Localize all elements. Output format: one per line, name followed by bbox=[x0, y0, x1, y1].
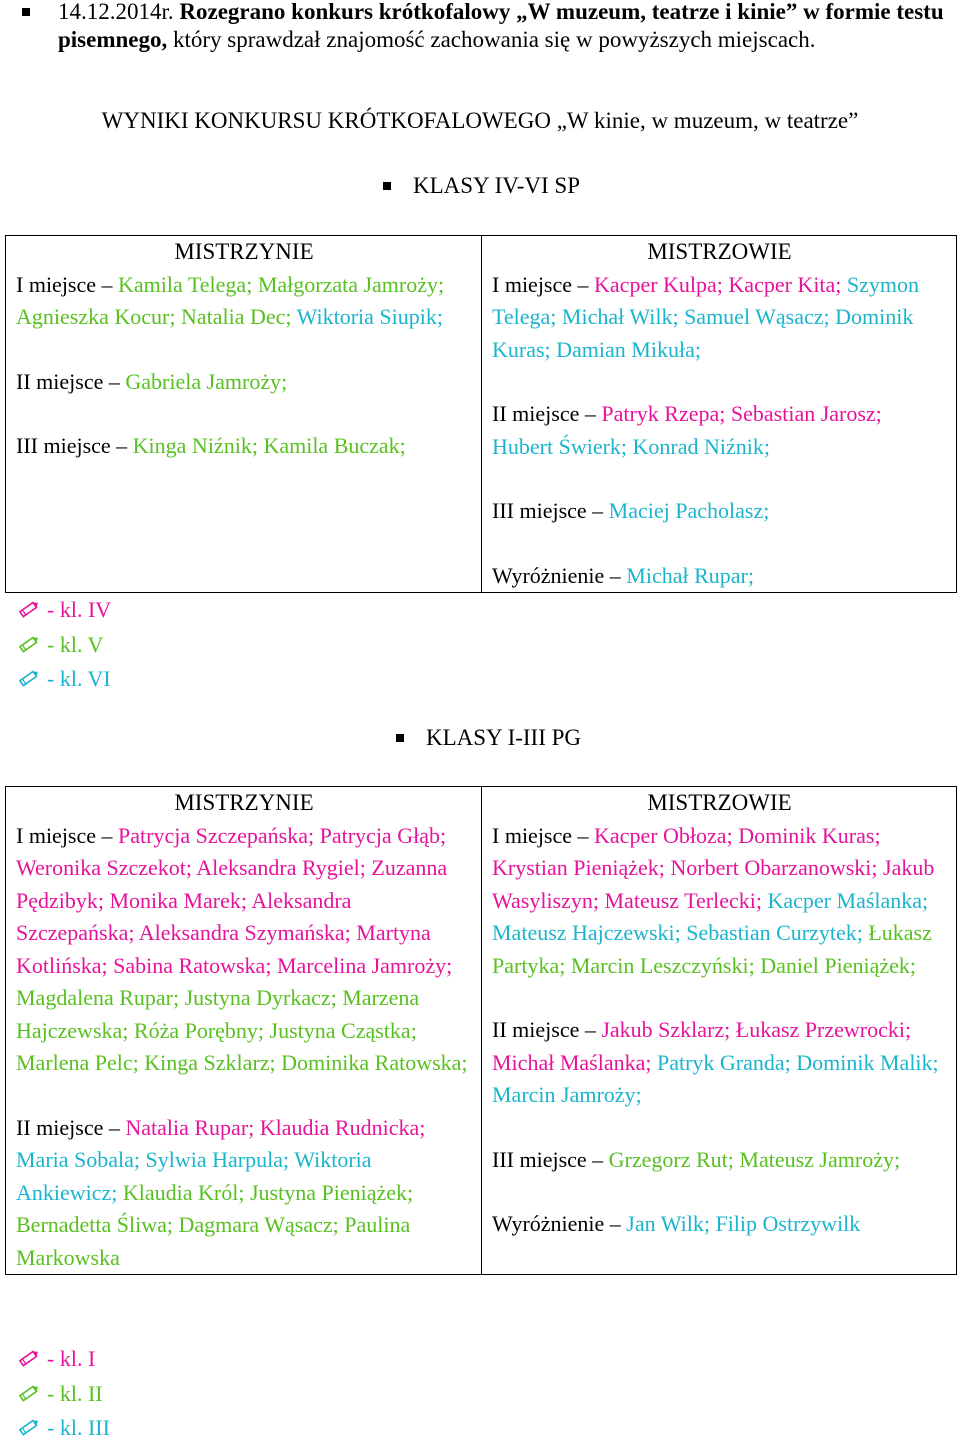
winner-name: Mateusz Hajczewski; bbox=[492, 920, 681, 945]
winner-name: Kamila Telega; bbox=[118, 271, 253, 297]
legend-label: - kl. III bbox=[47, 1415, 110, 1440]
winner-name: Marcin Jamroży; bbox=[492, 1082, 642, 1107]
intro-date: 14.12.2014r. bbox=[58, 0, 174, 24]
winner-name: Aleksandra Rygiel; bbox=[196, 855, 366, 880]
winner-name: Damian Mikuła; bbox=[556, 336, 701, 362]
legend-item bbox=[17, 1378, 110, 1413]
place-label: III miejsce – bbox=[16, 433, 133, 458]
place-label: Wyróżnienie – bbox=[492, 562, 627, 588]
place-label: I miejsce – bbox=[16, 271, 119, 297]
place-gap bbox=[492, 366, 947, 398]
winner-name: Patrycja Szczepańska; bbox=[118, 822, 315, 848]
place-entry bbox=[492, 1208, 947, 1241]
place-entry bbox=[16, 269, 472, 334]
place-entry bbox=[492, 398, 947, 463]
legend-item bbox=[17, 1343, 110, 1378]
legend-label: - kl. I bbox=[47, 1346, 96, 1371]
place-label: III miejsce – bbox=[492, 1146, 609, 1172]
place-entry bbox=[492, 495, 947, 528]
winner-name: Wiktoria Siupik; bbox=[296, 304, 444, 329]
winner-name: Bernadetta Śliwa; bbox=[16, 1212, 174, 1237]
winner-name: Dominik Kuras; bbox=[492, 304, 914, 362]
winner-name: Grzegorz Rut; bbox=[608, 1146, 734, 1172]
place-label: II miejsce – bbox=[492, 1017, 602, 1042]
column-header-girls: MISTRZYNIE bbox=[174, 239, 314, 264]
place-entry bbox=[16, 366, 472, 399]
winner-name: Sebastian Jarosz; bbox=[730, 401, 882, 426]
place-label: II miejsce – bbox=[16, 1114, 126, 1140]
winner-name: Marlena Pelc; bbox=[16, 1050, 139, 1075]
winner-name: Sebastian Curzytek; bbox=[686, 920, 863, 945]
cell-boys bbox=[482, 787, 957, 1275]
place-gap bbox=[492, 528, 947, 560]
winner-name: Kinga Niźnik; bbox=[132, 433, 258, 458]
intro-text-bold: Rozegrano konkurs krótkofalowy „W muzeum, teatrze i kinie” w formie testu pisemnego, bbox=[58, 0, 944, 52]
winner-name: Gabriela Jamroży; bbox=[125, 368, 288, 394]
winner-name: Marzena Hajczewska; bbox=[16, 985, 420, 1043]
pencil-icon bbox=[17, 596, 41, 629]
section-heading-sp bbox=[383, 173, 580, 199]
winner-name: Szymon Telega; bbox=[492, 271, 920, 329]
winner-name: Kacper Kita; bbox=[728, 271, 842, 297]
winner-name: Dagmara Wąsacz; bbox=[178, 1212, 339, 1237]
column-header-boys: MISTRZOWIE bbox=[647, 239, 792, 264]
legend-item bbox=[17, 1412, 110, 1447]
place-gap bbox=[16, 1080, 472, 1112]
legend-label: - kl. VI bbox=[47, 666, 111, 691]
winner-name: Dominik Kuras; bbox=[738, 822, 881, 848]
winner-name: Kacper Obłoza; bbox=[594, 822, 733, 848]
winner-name: Aleksandra Szczepańska; bbox=[16, 887, 352, 945]
winner-name: Maria Sobala; bbox=[16, 1147, 141, 1172]
results-table-sp bbox=[5, 235, 957, 593]
place-label: II miejsce – bbox=[492, 401, 602, 426]
pencil-icon bbox=[17, 1380, 41, 1413]
winner-name: Dominik Malik; bbox=[796, 1049, 939, 1075]
place-label: Wyróżnienie – bbox=[492, 1211, 627, 1236]
winner-name: Daniel Pieniążek; bbox=[760, 952, 916, 978]
winner-name: Sylwia Harpula; bbox=[145, 1147, 290, 1172]
place-entry bbox=[16, 1112, 472, 1275]
winner-name: Justyna Cząstka; bbox=[269, 1017, 417, 1043]
cell-girls bbox=[6, 787, 482, 1275]
cell-girls bbox=[6, 236, 482, 593]
place-entry bbox=[492, 1144, 947, 1177]
places-girls bbox=[16, 820, 472, 1275]
winner-name: Norbert Obarzanowski; bbox=[670, 855, 878, 880]
winner-name: Agnieszka Kocur; bbox=[16, 304, 176, 329]
place-label: I miejsce – bbox=[16, 822, 119, 848]
legend-pg bbox=[17, 1343, 110, 1447]
winner-name: Monika Marek; bbox=[109, 887, 247, 913]
results-table-pg bbox=[5, 786, 957, 1275]
place-entry bbox=[16, 820, 472, 1080]
winner-name: Łukasz Przewrocki; bbox=[735, 1017, 912, 1042]
winner-name: Łukasz Partyka; bbox=[492, 920, 932, 978]
winner-name: Krystian Pieniążek; bbox=[492, 855, 665, 880]
places-boys bbox=[492, 269, 947, 593]
winner-name: Marcelina Jamroży; bbox=[276, 952, 453, 978]
winner-name: Weronika Szczekot; bbox=[16, 855, 192, 880]
winner-name: Patryk Rzepa; bbox=[601, 401, 726, 426]
winner-name: Kacper Maślanka; bbox=[767, 887, 929, 913]
section-heading-text: KLASY IV-VI SP bbox=[413, 173, 580, 198]
place-label: II miejsce – bbox=[16, 368, 126, 394]
winner-name: Paulina Markowska bbox=[16, 1212, 411, 1270]
winner-name: Kamila Buczak; bbox=[263, 433, 406, 458]
place-label: I miejsce – bbox=[492, 822, 595, 848]
winner-name: Konrad Niźnik; bbox=[632, 433, 770, 459]
winner-name: Dominika Ratowska; bbox=[281, 1050, 468, 1075]
winner-name: Zuzanna Pędzibyk; bbox=[16, 855, 448, 913]
place-gap bbox=[492, 463, 947, 495]
winner-name: Mateusz Terlecki; bbox=[604, 887, 762, 913]
place-entry bbox=[492, 1014, 947, 1112]
winner-name: Klaudia Rudnicka; bbox=[259, 1114, 426, 1140]
winner-name: Kinga Szklarz; bbox=[144, 1050, 276, 1075]
winner-name: Małgorzata Jamroży; bbox=[257, 271, 445, 297]
section-heading-pg bbox=[396, 725, 581, 751]
places-boys bbox=[492, 820, 947, 1241]
place-entry bbox=[492, 269, 947, 367]
winner-name: Mateusz Jamroży; bbox=[739, 1146, 901, 1172]
legend-label: - kl. IV bbox=[47, 597, 112, 622]
winner-name: Wiktoria Ankiewicz; bbox=[16, 1147, 372, 1205]
legend-item bbox=[17, 629, 111, 664]
winner-name: Michał Maślanka; bbox=[492, 1049, 652, 1075]
legend-label: - kl. II bbox=[47, 1380, 103, 1406]
pencil-icon bbox=[17, 631, 41, 664]
bullet-square-icon bbox=[383, 182, 391, 190]
winner-name: Patrycja Głąb; bbox=[319, 822, 447, 848]
winner-name: Natalia Dec; bbox=[180, 304, 292, 329]
winner-name: Martyna Kotlińska; bbox=[16, 920, 431, 978]
winner-name: Sabina Ratowska; bbox=[113, 952, 272, 978]
winner-name: Natalia Rupar; bbox=[125, 1114, 255, 1140]
places-girls bbox=[16, 269, 472, 527]
legend-item bbox=[17, 663, 111, 698]
winner-name: Maciej Pacholasz; bbox=[608, 498, 770, 523]
winner-name: Róża Porębny; bbox=[133, 1017, 265, 1043]
place-gap bbox=[492, 1176, 947, 1208]
cell-boys bbox=[482, 236, 957, 593]
winner-name: Jakub Wasyliszyn; bbox=[492, 855, 935, 913]
legend-label: - kl. V bbox=[47, 631, 104, 657]
legend-item bbox=[17, 594, 111, 629]
winner-name: Michał Wilk; bbox=[561, 304, 679, 329]
winner-name: Jan Wilk; bbox=[626, 1211, 710, 1236]
pencil-icon bbox=[17, 665, 41, 698]
place-label: I miejsce – bbox=[492, 271, 595, 297]
winner-name: Samuel Wąsacz; bbox=[684, 304, 830, 329]
place-entry bbox=[492, 820, 947, 983]
winner-name: Filip Ostrzywilk bbox=[715, 1211, 861, 1236]
winner-name: Kacper Kulpa; bbox=[594, 271, 723, 297]
results-title: WYNIKI KONKURSU KRÓTKOFALOWEGO „W kinie, w muzeum, w teatrze” bbox=[101, 108, 859, 133]
place-entry bbox=[492, 560, 947, 593]
winner-name: Justyna Pieniążek; bbox=[250, 1179, 414, 1205]
intro-text: który sprawdzał znajomość zachowania się w powyższych miejscach. bbox=[173, 27, 816, 52]
winner-name: Magdalena Rupar; bbox=[16, 985, 180, 1010]
bullet-square-icon bbox=[396, 734, 404, 742]
place-label: III miejsce – bbox=[492, 498, 609, 523]
intro-paragraph bbox=[58, 0, 948, 54]
place-entry bbox=[16, 430, 472, 463]
winner-name: Marcin Leszczyński; bbox=[570, 952, 755, 978]
winner-name: Michał Rupar; bbox=[626, 562, 754, 588]
winner-name: Jakub Szklarz; bbox=[601, 1017, 731, 1042]
winner-name: Klaudia Król; bbox=[122, 1179, 245, 1205]
pencil-icon bbox=[17, 1414, 41, 1447]
winner-name: Patryk Granda; bbox=[656, 1049, 791, 1075]
winner-name: Aleksandra Szymańska; bbox=[138, 920, 351, 945]
bullet-square-icon bbox=[22, 8, 30, 16]
column-header-boys: MISTRZOWIE bbox=[647, 790, 792, 815]
winner-name: Justyna Dyrkacz; bbox=[184, 985, 337, 1010]
column-header-girls: MISTRZYNIE bbox=[174, 790, 314, 815]
place-gap bbox=[16, 334, 472, 366]
section-heading-text: KLASY I-III PG bbox=[426, 725, 582, 750]
winner-name: Hubert Świerk; bbox=[492, 433, 628, 459]
place-gap bbox=[16, 398, 472, 430]
pencil-icon bbox=[17, 1345, 41, 1378]
place-gap bbox=[492, 1112, 947, 1144]
place-gap bbox=[492, 982, 947, 1014]
place-gap bbox=[16, 463, 472, 527]
legend-sp bbox=[17, 594, 111, 698]
